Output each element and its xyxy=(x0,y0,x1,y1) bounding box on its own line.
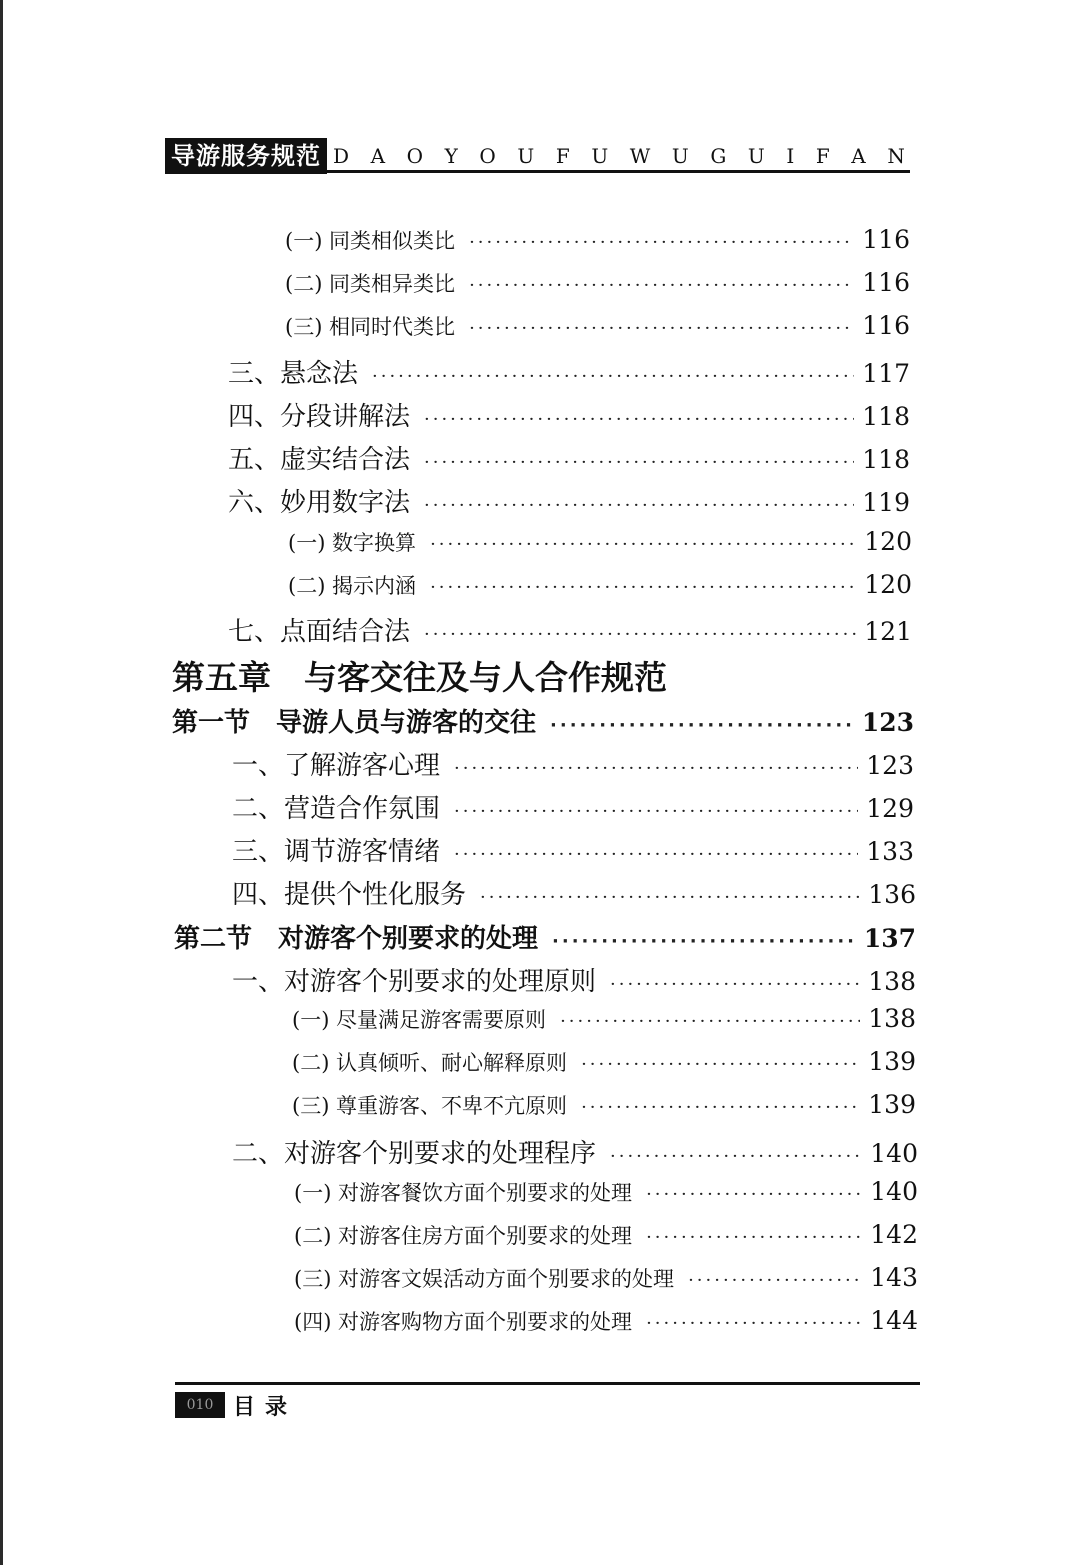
footer-rule xyxy=(175,1382,920,1385)
toc-page-number: 118 xyxy=(862,402,910,431)
toc-entry xyxy=(288,570,912,600)
toc-entry-title: (一) 对游客餐饮方面个别要求的处理 xyxy=(294,1181,633,1205)
pinyin-letter: U xyxy=(747,144,765,168)
toc-page-number: 143 xyxy=(870,1263,918,1292)
toc-page-number: 123 xyxy=(866,751,914,780)
toc-leader-dots xyxy=(560,1011,860,1032)
pinyin-letter: O xyxy=(406,144,424,168)
pinyin-letter: F xyxy=(555,144,570,168)
toc-leader-dots xyxy=(550,715,854,736)
toc-entry xyxy=(232,961,916,998)
toc-entry-title: (一) 数字换算 xyxy=(288,531,417,555)
toc-entry-title: 一、了解游客心理 xyxy=(232,751,441,781)
toc-entry xyxy=(232,831,914,868)
toc-page-number: 116 xyxy=(862,225,910,254)
pinyin-letter: U xyxy=(591,144,609,168)
toc-entry xyxy=(228,611,912,648)
toc-entry xyxy=(228,439,910,476)
toc-leader-dots xyxy=(372,366,854,387)
book-title-pinyin xyxy=(333,138,905,174)
toc-leader-dots xyxy=(581,1054,860,1075)
toc-entry-title: 第一节 导游人员与游客的交往 xyxy=(172,708,537,738)
toc-entry xyxy=(228,353,910,390)
pinyin-letter: G xyxy=(710,144,727,168)
toc-leader-dots xyxy=(552,931,856,952)
toc-entry xyxy=(232,1133,918,1170)
toc-entry xyxy=(285,268,910,298)
toc-entry-title: 二、对游客个别要求的处理程序 xyxy=(232,1139,597,1169)
toc-entry-title: 三、悬念法 xyxy=(228,359,359,389)
toc-entry-title: (二) 揭示内涵 xyxy=(288,574,417,598)
toc-entry-title: (一) 尽量满足游客需要原则 xyxy=(292,1008,547,1032)
toc-page-number: 116 xyxy=(862,268,910,297)
toc-entry-title: 七、点面结合法 xyxy=(228,617,411,647)
toc-leader-dots xyxy=(610,1146,862,1167)
toc-entry-title: 一、对游客个别要求的处理原则 xyxy=(232,967,597,997)
toc-entry xyxy=(228,482,910,519)
pinyin-letter: N xyxy=(887,144,905,168)
pinyin-letter: D xyxy=(333,144,350,168)
toc-leader-dots xyxy=(454,844,858,865)
toc-entry xyxy=(294,1306,918,1336)
toc-leader-dots xyxy=(469,232,854,253)
pinyin-letter: U xyxy=(517,144,535,168)
toc-page-number: 133 xyxy=(866,837,914,866)
toc-entry-title: 六、妙用数字法 xyxy=(228,488,411,518)
toc-entry xyxy=(172,702,914,739)
pinyin-letter: A xyxy=(370,144,386,168)
toc-page-number: 138 xyxy=(868,1004,916,1033)
toc-entry-title: (一) 同类相似类比 xyxy=(285,229,456,253)
toc-page-number: 118 xyxy=(862,445,910,474)
toc-entry xyxy=(294,1220,918,1250)
toc-leader-dots xyxy=(424,495,854,516)
toc-page-number: 119 xyxy=(862,488,910,517)
toc-page-number: 144 xyxy=(870,1306,918,1335)
toc-entry xyxy=(288,527,912,557)
pinyin-letter: W xyxy=(629,144,651,168)
toc-leader-dots xyxy=(581,1097,860,1118)
toc-entry xyxy=(294,1177,918,1207)
toc-entry-title: (三) 对游客文娱活动方面个别要求的处理 xyxy=(294,1267,675,1291)
toc-entry xyxy=(285,225,910,255)
toc-page-number: 121 xyxy=(864,617,912,646)
book-title: 导游服务规范 xyxy=(165,138,327,174)
toc-entry xyxy=(292,1004,916,1034)
toc-leader-dots xyxy=(454,801,858,822)
toc-page-number: 139 xyxy=(868,1047,916,1076)
toc-leader-dots xyxy=(424,409,854,430)
toc-leader-dots xyxy=(646,1313,862,1334)
toc-page-number: 120 xyxy=(864,570,912,599)
toc-leader-dots xyxy=(430,577,856,598)
toc-page-number: 140 xyxy=(870,1177,918,1206)
toc-leader-dots xyxy=(646,1184,862,1205)
toc-leader-dots xyxy=(469,318,854,339)
toc-entry xyxy=(294,1263,918,1293)
toc-entry-title: (二) 对游客住房方面个别要求的处理 xyxy=(294,1224,633,1248)
toc-page-number: 123 xyxy=(861,708,914,737)
header-rule xyxy=(165,170,910,173)
toc-page-number: 129 xyxy=(866,794,914,823)
toc-leader-dots xyxy=(424,452,854,473)
toc-entry xyxy=(232,874,916,911)
toc-entry-title: 二、营造合作氛围 xyxy=(232,794,441,824)
toc-leader-dots xyxy=(469,275,854,296)
toc-page-number: 140 xyxy=(870,1139,918,1168)
toc-leader-dots xyxy=(688,1270,862,1291)
toc-leader-dots xyxy=(424,624,856,645)
toc-entry xyxy=(174,918,916,955)
toc-leader-dots xyxy=(480,887,860,908)
footer-section-label: 目录 xyxy=(233,1395,298,1420)
toc-page-number: 116 xyxy=(862,311,910,340)
toc-entry xyxy=(285,311,910,341)
toc-page-number: 137 xyxy=(863,924,916,953)
toc-entry xyxy=(292,1090,916,1120)
toc-entry xyxy=(228,396,910,433)
pinyin-letter: U xyxy=(671,144,689,168)
toc-entry-title: 三、调节游客情绪 xyxy=(232,837,441,867)
chapter-heading: 第五章 与客交往及与人合作规范 xyxy=(172,658,667,697)
toc-entry-title: (三) 相同时代类比 xyxy=(285,315,456,339)
pinyin-letter: F xyxy=(815,144,830,168)
toc-entry xyxy=(292,1047,916,1077)
pinyin-letter: Y xyxy=(444,144,458,168)
toc-leader-dots xyxy=(454,758,858,779)
page-edge-shadow xyxy=(0,0,3,1565)
toc-entry-title: 四、分段讲解法 xyxy=(228,402,411,432)
toc-page-number: 138 xyxy=(868,967,916,996)
toc-entry-title: (三) 尊重游客、不卑不亢原则 xyxy=(292,1094,568,1118)
running-header xyxy=(165,138,910,174)
toc-entry-title: (二) 认真倾听、耐心解释原则 xyxy=(292,1051,568,1075)
pinyin-letter: I xyxy=(786,144,795,168)
toc-entry-title: 第二节 对游客个别要求的处理 xyxy=(174,924,539,954)
toc-entry-title: 四、提供个性化服务 xyxy=(232,880,467,910)
toc-leader-dots xyxy=(430,534,856,555)
toc-page-number: 120 xyxy=(864,527,912,556)
toc-entry-title: (二) 同类相异类比 xyxy=(285,272,456,296)
page-number: 010 xyxy=(175,1392,225,1418)
toc-entry-title: 五、虚实结合法 xyxy=(228,445,411,475)
toc-page-number: 142 xyxy=(870,1220,918,1249)
toc-page-number: 117 xyxy=(862,359,910,388)
toc-entry xyxy=(232,745,914,782)
pinyin-letter: O xyxy=(479,144,496,168)
toc-leader-dots xyxy=(646,1227,862,1248)
toc-leader-dots xyxy=(610,974,860,995)
toc-page-number: 139 xyxy=(868,1090,916,1119)
toc-entry-title: (四) 对游客购物方面个别要求的处理 xyxy=(294,1310,633,1334)
toc-page-number: 136 xyxy=(868,880,916,909)
toc-entry xyxy=(232,788,914,825)
pinyin-letter: A xyxy=(851,144,866,168)
